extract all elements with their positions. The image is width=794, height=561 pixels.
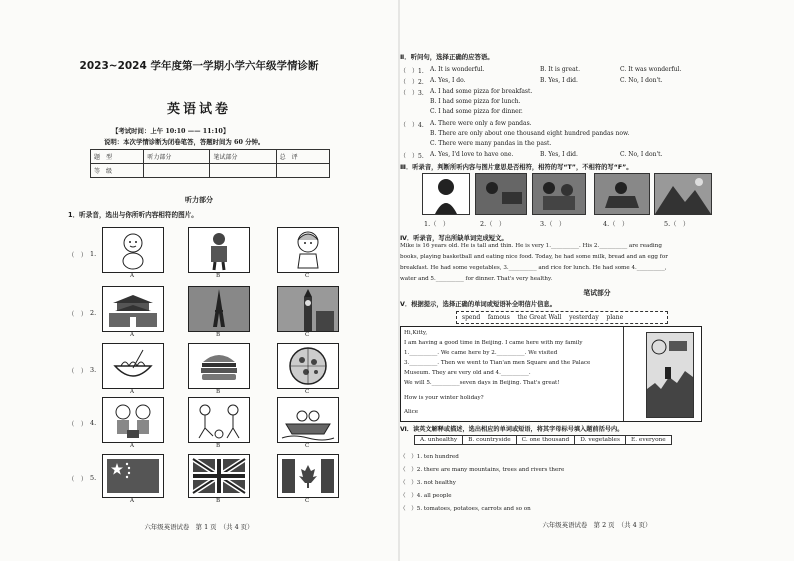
q6-item-5[interactable]: （ ）5. tomatoes, potatoes, carrots and so on: [400, 506, 531, 512]
q6-options: [414, 435, 672, 445]
answer-paren[interactable]: （ ）2.: [400, 79, 424, 86]
written-heading: 笔试部分: [583, 289, 611, 297]
china-flag-icon: [103, 455, 163, 497]
answer-paren[interactable]: （ ）5.: [400, 153, 424, 160]
cell-listening: 听力部分: [144, 150, 210, 164]
noodles-icon: [103, 344, 163, 388]
word-2: famous: [487, 314, 510, 321]
label-b: B: [216, 332, 221, 338]
family-icon: [533, 174, 585, 214]
picture-2c: [277, 286, 339, 332]
picture-5c: [277, 454, 339, 498]
cell-written: 笔试部分: [210, 150, 276, 164]
exam-page-2: [400, 0, 794, 561]
option-b: B. Yes, I did.: [540, 77, 578, 84]
blank-4[interactable]: 4.（ ）: [603, 220, 629, 228]
label-c: C: [305, 332, 310, 338]
picture-iii-4: [594, 173, 650, 215]
answer-paren[interactable]: （ ）: [68, 367, 88, 375]
big-ben-icon: [278, 287, 338, 331]
picture-5a: [102, 454, 164, 498]
label-b: B: [216, 498, 221, 504]
q1-instruction: 1．听录音，选出与你所听内容相符的图片。: [68, 211, 198, 219]
grade-table: [90, 149, 330, 178]
postcard-line-3: 1.__________. We came here by 2.__________. We visited: [404, 350, 558, 356]
great-wall-stamp-icon: [647, 333, 693, 417]
postcard-line-1: Hi,Kitty,: [404, 330, 428, 336]
label-c: C: [305, 443, 310, 449]
row-number: 5.: [90, 474, 97, 482]
label-c: C: [305, 498, 310, 504]
picture-2b: [188, 286, 250, 332]
label-c: C: [305, 273, 310, 279]
option-b: B. There are only about one thousand eight hundred pandas now.: [430, 130, 630, 137]
picture-iii-2: [475, 173, 527, 215]
riding-icon: [595, 174, 649, 214]
q4-line-4: water and 5.__________ for dinner. That's very healthy.: [400, 276, 553, 282]
picture-iii-5: [654, 173, 712, 215]
q5-heading: Ⅴ．根据提示，选择正确的单词或短语补全明信片信息。: [400, 301, 556, 308]
postcard-line-10: Alice: [404, 409, 419, 415]
option-a: A. It is wonderful.: [430, 66, 485, 73]
row-number: 2.: [90, 309, 97, 317]
exam-time: 【考试时间：上午 10:10 —— 11:10】: [112, 127, 230, 135]
option-c: C. There were many pandas in the past.: [430, 140, 552, 147]
picture-3a: [102, 343, 164, 389]
postcard-line-2: I am having a good time in Beijing. I came here with my family: [404, 340, 583, 346]
word-4: yesterday: [569, 314, 599, 321]
grade-listening-field[interactable]: [144, 164, 210, 178]
picture-1a: [102, 227, 164, 273]
q6-item-3[interactable]: （ ）3. not healthy: [400, 480, 456, 486]
picture-4c: [277, 397, 339, 443]
q4-heading: Ⅳ．听录音，写出所缺单词完成短文。: [400, 235, 508, 242]
page-footer: 六年级英语试卷 第 1 页 （共 4 页）: [144, 523, 254, 531]
blank-3[interactable]: 3.（ ）: [540, 220, 566, 228]
answer-paren[interactable]: （ ）: [68, 420, 88, 428]
row-number: 4.: [90, 419, 97, 427]
answer-paren[interactable]: （ ）: [68, 310, 88, 318]
label-a: A: [130, 389, 135, 395]
blank-5[interactable]: 5.（ ）: [664, 220, 690, 228]
picture-iii-3: [532, 173, 586, 215]
mountain-icon: [655, 174, 711, 214]
word-3: the Great Wall: [517, 314, 562, 321]
option-c: C. It was wonderful.: [620, 66, 682, 73]
picture-2a: [102, 286, 164, 332]
cooking-icon: [476, 174, 526, 214]
row-number: 1.: [90, 250, 97, 258]
listening-heading: 听力部分: [185, 196, 213, 204]
option-everyone: E. everyone: [625, 436, 671, 445]
answer-paren[interactable]: （ ）: [68, 475, 88, 483]
uk-flag-icon: [189, 455, 249, 497]
eiffel-tower-icon: [189, 287, 249, 331]
page-footer: 六年级英语试卷 第 2 页 （共 4 页）: [542, 521, 652, 529]
option-unhealthy: A. unhealthy: [415, 436, 463, 445]
cell-type: 题 型: [91, 150, 144, 164]
kids-playing-icon: [189, 398, 249, 442]
answer-paren[interactable]: （ ）3.: [400, 90, 424, 97]
postcard-line-4: 3.__________. Then we went to Tian'an men Square and the Palace: [404, 360, 591, 366]
grade-written-field[interactable]: [210, 164, 276, 178]
option-b: B. Yes, I did.: [540, 151, 578, 158]
picture-4a: [102, 397, 164, 443]
option-b: B. It is great.: [540, 66, 580, 73]
label-b: B: [216, 273, 221, 279]
hamburger-icon: [189, 344, 249, 388]
baby-icon: [103, 228, 163, 272]
option-one-thousand: C. one thousand: [516, 436, 575, 445]
q6-item-4[interactable]: （ ）4. all people: [400, 493, 452, 499]
option-a: A. I had some pizza for breakfast.: [430, 88, 533, 95]
q4-line-3: breakfast. He had some vegetables, 3.__________ and rice for lunch. He had some 4.__________,: [400, 265, 667, 271]
girl-silhouette-icon: [423, 174, 469, 214]
exam-title: 2023~2024 学年度第一学期小学六年级学情诊断: [79, 60, 319, 72]
option-vegetables: D. vegetables: [575, 436, 626, 445]
word-bank: [456, 311, 668, 324]
q6-item-2[interactable]: （ ）2. there are many mountains, trees and rivers there: [400, 467, 565, 473]
option-c: C. No, I don't.: [620, 151, 663, 158]
tiananmen-icon: [103, 287, 163, 331]
instructions: 说明：本次学情诊断为闭卷笔答，答题时间为 60 分钟。: [104, 138, 265, 146]
picture-1b: [188, 227, 250, 273]
word-1: spend: [462, 314, 481, 321]
cell-total: 总 评: [276, 150, 329, 164]
grade-total-field[interactable]: [276, 164, 329, 178]
row-number: 3.: [90, 366, 97, 374]
picture-5b: [188, 454, 250, 498]
picture-1c: [277, 227, 339, 273]
label-b: B: [216, 389, 221, 395]
label-a: A: [130, 498, 135, 504]
label-a: A: [130, 332, 135, 338]
option-a: A. Yes, I do.: [430, 77, 466, 84]
option-b: B. I had some pizza for lunch.: [430, 98, 521, 105]
picture-4b: [188, 397, 250, 443]
boat-icon: [278, 398, 338, 442]
answer-paren[interactable]: （ ）4.: [400, 122, 424, 129]
word-5: plane: [606, 314, 624, 321]
pizza-icon: [278, 344, 338, 388]
label-c: C: [305, 389, 310, 395]
answer-paren[interactable]: （ ）: [68, 251, 88, 259]
blank-1[interactable]: 1.（ ）: [424, 220, 450, 228]
children-icon: [103, 398, 163, 442]
postcard-stamp: [646, 332, 694, 418]
q4-line-2: books, playing basketball and eating nice food. Today, he had some milk, bread and an egg for: [400, 254, 668, 260]
postcard-line-5: Museum. They are very old and 4.__________.: [404, 370, 531, 376]
picture-iii-1: [422, 173, 470, 215]
option-c: C. No, I don't.: [620, 77, 663, 84]
q6-item-1[interactable]: （ ）1. ten hundred: [400, 454, 459, 460]
answer-paren[interactable]: （ ）1.: [400, 68, 424, 75]
label-a: A: [130, 273, 135, 279]
q4-line-1: Mike is 16 years old. He is tall and thin. He is very 1.__________. His 2.__________ are reading: [400, 243, 662, 249]
cell-grade: 等 级: [91, 164, 144, 178]
option-a: A. Yes, I'd love to have one.: [430, 151, 514, 158]
picture-3b: [188, 343, 250, 389]
option-a: A. There were only a few pandas.: [430, 120, 532, 127]
postcard-divider: [623, 327, 624, 421]
q2-heading: Ⅱ．听问句，选择正确的应答语。: [400, 53, 494, 61]
canada-flag-icon: [278, 455, 338, 497]
blank-2[interactable]: 2.（ ）: [480, 220, 506, 228]
postcard-line-6: We will 5.__________seven days in Beijing. That's great!: [404, 380, 560, 386]
label-b: B: [216, 443, 221, 449]
girl-icon: [278, 228, 338, 272]
option-countryside: B. countryside: [463, 436, 517, 445]
postcard-line-8: How is your winter holiday?: [404, 395, 484, 401]
option-c: C. I had some pizza for dinner.: [430, 108, 523, 115]
label-a: A: [130, 443, 135, 449]
man-icon: [189, 228, 249, 272]
q6-heading: Ⅵ．读英文解释或描述，选出相应的单词或短语，将其字母标号填入题前括号内。: [400, 426, 624, 433]
q3-heading: Ⅲ．听录音，判断所听内容与图片意思是否相符，相符的写“T”，不相符的写“F”。: [400, 164, 633, 171]
subject-title: 英语试卷: [166, 102, 231, 117]
postcard: [400, 326, 702, 422]
picture-3c: [277, 343, 339, 389]
